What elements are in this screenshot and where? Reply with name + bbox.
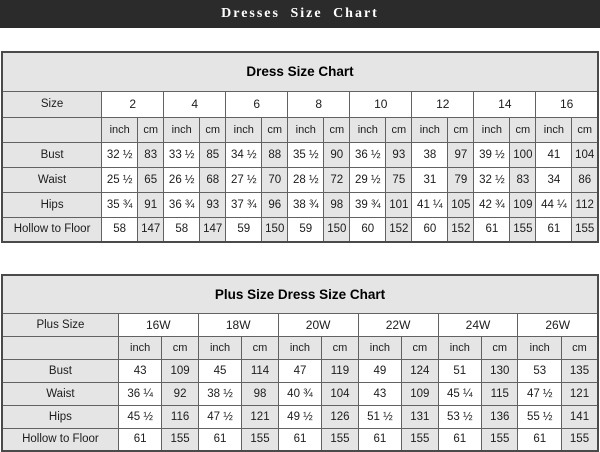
cm-unit-cell: cm	[200, 117, 226, 142]
inch-value-cell: 36 ½	[350, 142, 386, 167]
cm-value-cell: 150	[324, 217, 350, 242]
inch-unit-cell: inch	[288, 117, 324, 142]
inch-unit-cell: inch	[518, 336, 562, 359]
cm-unit-cell: cm	[162, 336, 198, 359]
cm-value-cell: 121	[242, 405, 278, 428]
cm-unit-cell: cm	[324, 117, 350, 142]
cm-value-cell: 119	[322, 359, 358, 382]
cm-unit-cell: cm	[402, 336, 438, 359]
cm-unit-cell: cm	[322, 336, 358, 359]
cm-unit-cell: cm	[262, 117, 288, 142]
measurement-row-label: Hips	[2, 405, 118, 428]
inch-value-cell: 39 ½	[474, 142, 510, 167]
size-header-cell: 4	[164, 91, 226, 117]
inch-value-cell: 33 ½	[164, 142, 200, 167]
inch-value-cell: 43	[118, 359, 162, 382]
inch-value-cell: 29 ½	[350, 167, 386, 192]
inch-value-cell: 61	[198, 428, 242, 451]
inch-value-cell: 35 ¾	[102, 192, 138, 217]
inch-value-cell: 47	[278, 359, 322, 382]
inch-unit-cell: inch	[118, 336, 162, 359]
inch-value-cell: 58	[164, 217, 200, 242]
size-header-cell: 10	[350, 91, 412, 117]
inch-value-cell: 26 ½	[164, 167, 200, 192]
inch-value-cell: 27 ½	[226, 167, 262, 192]
cm-value-cell: 136	[482, 405, 518, 428]
measurement-row-label: Waist	[2, 382, 118, 405]
inch-value-cell: 32 ½	[474, 167, 510, 192]
cm-value-cell: 85	[200, 142, 226, 167]
inch-unit-cell: inch	[412, 117, 448, 142]
cm-value-cell: 155	[572, 217, 598, 242]
inch-unit-cell: inch	[226, 117, 262, 142]
inch-value-cell: 38	[412, 142, 448, 167]
cm-value-cell: 152	[448, 217, 474, 242]
cm-value-cell: 83	[510, 167, 536, 192]
inch-value-cell: 53 ½	[438, 405, 482, 428]
cm-value-cell: 155	[562, 428, 599, 451]
inch-value-cell: 58	[102, 217, 138, 242]
cm-value-cell: 150	[262, 217, 288, 242]
cm-value-cell: 130	[482, 359, 518, 382]
cm-value-cell: 109	[510, 192, 536, 217]
cm-value-cell: 96	[262, 192, 288, 217]
inch-value-cell: 55 ½	[518, 405, 562, 428]
inch-value-cell: 49	[358, 359, 402, 382]
inch-value-cell: 36 ¾	[164, 192, 200, 217]
table-title: Plus Size Dress Size Chart	[2, 275, 598, 313]
cm-value-cell: 155	[482, 428, 518, 451]
cm-value-cell: 126	[322, 405, 358, 428]
inch-value-cell: 45 ½	[118, 405, 162, 428]
inch-value-cell: 44 ¼	[536, 192, 572, 217]
inch-value-cell: 38 ½	[198, 382, 242, 405]
cm-unit-cell: cm	[562, 336, 599, 359]
page-title: Dresses Size Chart	[0, 0, 600, 28]
cm-value-cell: 68	[200, 167, 226, 192]
cm-unit-cell: cm	[386, 117, 412, 142]
inch-value-cell: 49 ½	[278, 405, 322, 428]
inch-unit-cell: inch	[358, 336, 402, 359]
inch-value-cell: 61	[358, 428, 402, 451]
inch-value-cell: 28 ½	[288, 167, 324, 192]
cm-value-cell: 112	[572, 192, 598, 217]
inch-value-cell: 61	[118, 428, 162, 451]
inch-value-cell: 41 ¼	[412, 192, 448, 217]
size-row-label: Plus Size	[2, 313, 118, 336]
inch-unit-cell: inch	[438, 336, 482, 359]
inch-value-cell: 53	[518, 359, 562, 382]
inch-value-cell: 37 ¾	[226, 192, 262, 217]
cm-value-cell: 131	[402, 405, 438, 428]
cm-value-cell: 105	[448, 192, 474, 217]
measurement-row-label: Waist	[2, 167, 102, 192]
inch-value-cell: 34 ½	[226, 142, 262, 167]
inch-value-cell: 41	[536, 142, 572, 167]
inch-value-cell: 47 ½	[198, 405, 242, 428]
cm-value-cell: 83	[138, 142, 164, 167]
cm-value-cell: 70	[262, 167, 288, 192]
inch-value-cell: 60	[412, 217, 448, 242]
cm-value-cell: 147	[200, 217, 226, 242]
table-title: Dress Size Chart	[2, 52, 598, 91]
inch-unit-cell: inch	[278, 336, 322, 359]
size-header-cell: 26W	[518, 313, 598, 336]
cm-value-cell: 155	[510, 217, 536, 242]
cm-value-cell: 72	[324, 167, 350, 192]
cm-value-cell: 97	[448, 142, 474, 167]
inch-value-cell: 36 ¼	[118, 382, 162, 405]
inch-unit-cell: inch	[102, 117, 138, 142]
cm-unit-cell: cm	[242, 336, 278, 359]
cm-unit-cell: cm	[138, 117, 164, 142]
inch-value-cell: 61	[278, 428, 322, 451]
cm-value-cell: 141	[562, 405, 599, 428]
cm-value-cell: 98	[242, 382, 278, 405]
measurement-row-label: Hollow to Floor	[2, 428, 118, 451]
cm-unit-cell: cm	[572, 117, 598, 142]
cm-value-cell: 152	[386, 217, 412, 242]
inch-value-cell: 34	[536, 167, 572, 192]
plus-size-dress-size-chart-table	[1, 274, 599, 452]
size-header-cell: 8	[288, 91, 350, 117]
inch-value-cell: 51	[438, 359, 482, 382]
cm-value-cell: 124	[402, 359, 438, 382]
cm-value-cell: 100	[510, 142, 536, 167]
inch-value-cell: 60	[350, 217, 386, 242]
inch-value-cell: 35 ½	[288, 142, 324, 167]
cm-value-cell: 155	[162, 428, 198, 451]
cm-value-cell: 155	[242, 428, 278, 451]
inch-value-cell: 61	[438, 428, 482, 451]
inch-value-cell: 47 ½	[518, 382, 562, 405]
inch-value-cell: 59	[288, 217, 324, 242]
cm-value-cell: 147	[138, 217, 164, 242]
cm-value-cell: 86	[572, 167, 598, 192]
cm-value-cell: 92	[162, 382, 198, 405]
cm-value-cell: 115	[482, 382, 518, 405]
dress-size-chart-table	[1, 51, 599, 243]
inch-value-cell: 43	[358, 382, 402, 405]
inch-value-cell: 45 ¼	[438, 382, 482, 405]
inch-unit-cell: inch	[350, 117, 386, 142]
unit-row-spacer	[2, 117, 102, 142]
inch-value-cell: 51 ½	[358, 405, 402, 428]
inch-value-cell: 40 ¾	[278, 382, 322, 405]
cm-unit-cell: cm	[482, 336, 518, 359]
size-header-cell: 2	[102, 91, 164, 117]
cm-value-cell: 75	[386, 167, 412, 192]
cm-value-cell: 93	[200, 192, 226, 217]
inch-unit-cell: inch	[536, 117, 572, 142]
inch-value-cell: 61	[536, 217, 572, 242]
cm-value-cell: 121	[562, 382, 599, 405]
inch-value-cell: 39 ¾	[350, 192, 386, 217]
inch-value-cell: 32 ½	[102, 142, 138, 167]
size-header-cell: 20W	[278, 313, 358, 336]
size-header-cell: 14	[474, 91, 536, 117]
cm-value-cell: 155	[402, 428, 438, 451]
inch-value-cell: 42 ¾	[474, 192, 510, 217]
inch-unit-cell: inch	[164, 117, 200, 142]
inch-value-cell: 59	[226, 217, 262, 242]
cm-value-cell: 98	[324, 192, 350, 217]
cm-value-cell: 109	[402, 382, 438, 405]
cm-value-cell: 79	[448, 167, 474, 192]
inch-value-cell: 61	[518, 428, 562, 451]
measurement-row-label: Bust	[2, 142, 102, 167]
size-header-cell: 24W	[438, 313, 518, 336]
inch-unit-cell: inch	[474, 117, 510, 142]
inch-unit-cell: inch	[198, 336, 242, 359]
cm-value-cell: 135	[562, 359, 599, 382]
measurement-row-label: Bust	[2, 359, 118, 382]
size-header-cell: 16	[536, 91, 598, 117]
cm-unit-cell: cm	[510, 117, 536, 142]
cm-value-cell: 104	[572, 142, 598, 167]
cm-value-cell: 65	[138, 167, 164, 192]
size-header-cell: 22W	[358, 313, 438, 336]
measurement-row-label: Hollow to Floor	[2, 217, 102, 242]
size-header-cell: 12	[412, 91, 474, 117]
cm-value-cell: 91	[138, 192, 164, 217]
cm-value-cell: 93	[386, 142, 412, 167]
cm-value-cell: 101	[386, 192, 412, 217]
inch-value-cell: 25 ½	[102, 167, 138, 192]
size-header-cell: 18W	[198, 313, 278, 336]
cm-value-cell: 114	[242, 359, 278, 382]
cm-value-cell: 109	[162, 359, 198, 382]
unit-row-spacer	[2, 336, 118, 359]
inch-value-cell: 61	[474, 217, 510, 242]
inch-value-cell: 45	[198, 359, 242, 382]
size-header-cell: 6	[226, 91, 288, 117]
size-header-cell: 16W	[118, 313, 198, 336]
cm-unit-cell: cm	[448, 117, 474, 142]
cm-value-cell: 116	[162, 405, 198, 428]
cm-value-cell: 90	[324, 142, 350, 167]
size-row-label: Size	[2, 91, 102, 117]
inch-value-cell: 38 ¾	[288, 192, 324, 217]
cm-value-cell: 104	[322, 382, 358, 405]
measurement-row-label: Hips	[2, 192, 102, 217]
cm-value-cell: 88	[262, 142, 288, 167]
cm-value-cell: 155	[322, 428, 358, 451]
inch-value-cell: 31	[412, 167, 448, 192]
